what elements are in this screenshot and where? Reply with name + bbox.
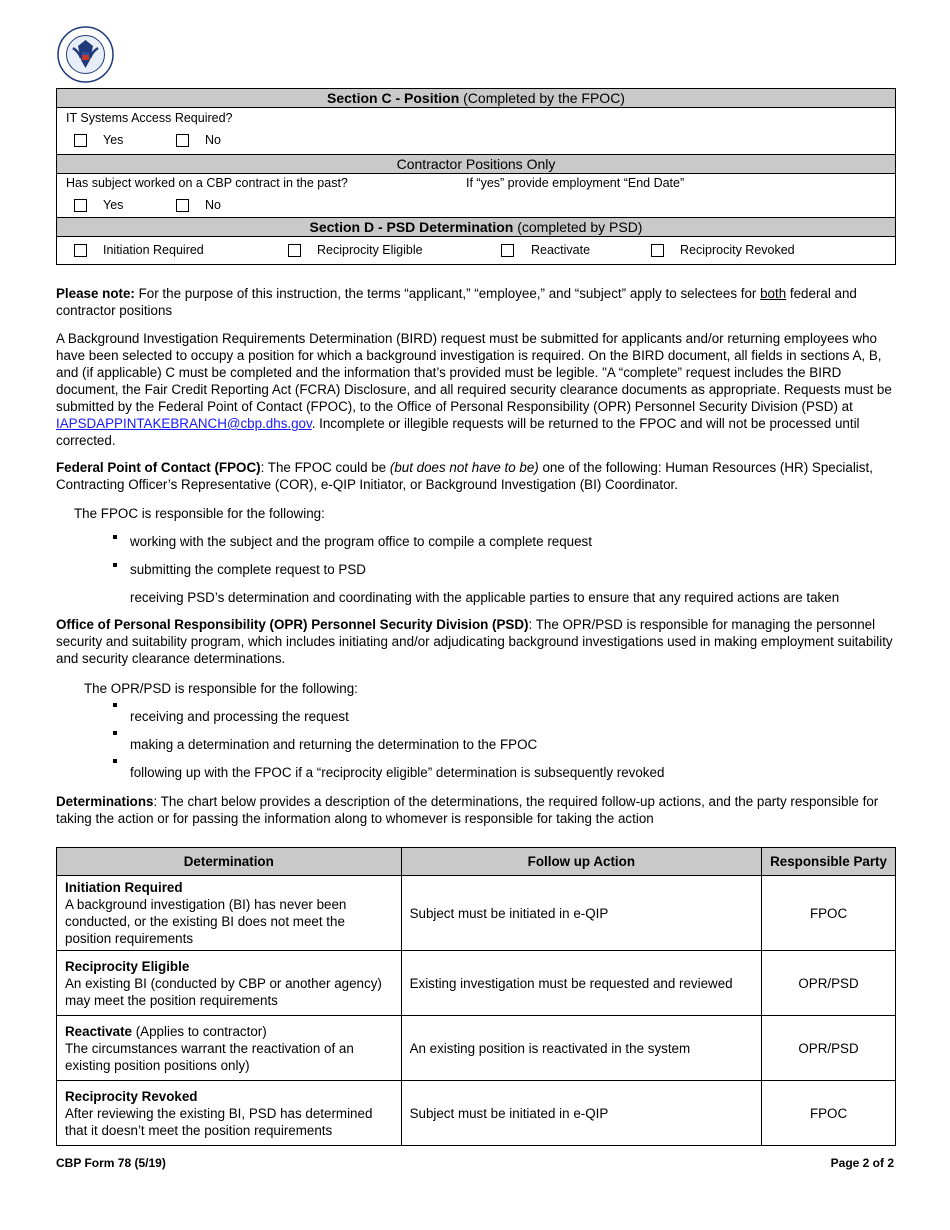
reactivate-label: Reactivate xyxy=(531,243,591,257)
fpoc-item: submitting the complete request to PSD xyxy=(130,562,366,577)
please-note: Please note: For the purpose of this instruction, the terms “applicant,” “employee,” and “subject” apply to selectees for both federal and contractor positions xyxy=(56,286,857,318)
bullet-icon xyxy=(113,731,117,735)
opr-item: making a determination and returning the determination to the FPOC xyxy=(130,737,538,752)
fpoc-resp-intro: The FPOC is responsible for the following: xyxy=(74,506,325,521)
it-access-options xyxy=(57,130,895,155)
opr-resp-intro: The OPR/PSD is responsible for the following: xyxy=(84,681,358,696)
determination-cell: Reciprocity Revoked After reviewing the existing BI, PSD has determined that it doesn’t meet the position requirements xyxy=(57,1081,402,1146)
section-d-header: Section D - PSD Determination (completed by PSD) xyxy=(57,218,895,237)
bullet-icon xyxy=(113,703,117,707)
table-row xyxy=(57,1016,896,1081)
table-row xyxy=(57,876,896,951)
determinations-table xyxy=(56,847,896,1146)
contract-options xyxy=(57,194,895,218)
initiation-required-label: Initiation Required xyxy=(103,243,204,257)
determination-cell: Reciprocity Eligible An existing BI (conducted by CBP or another agency) may meet the position requirements xyxy=(57,951,402,1016)
contract-question: Has subject worked on a CBP contract in the past? xyxy=(66,176,348,190)
action-cell: Subject must be initiated in e-QIP xyxy=(401,876,762,951)
bullet-icon xyxy=(113,563,117,567)
it-question-row xyxy=(57,108,895,130)
col-header-responsible-party: Responsible Party xyxy=(762,848,896,876)
contract-no-checkbox[interactable] xyxy=(176,199,189,212)
action-cell: Existing investigation must be requested and reviewed xyxy=(401,951,762,1016)
fpoc-paragraph: Federal Point of Contact (FPOC): The FPOC could be (but does not have to be) one of the following: Human Resources (HR) Specialist, Contracting Officer’s Representative (COR), e-QIP Initiator, or Background Investigation (BI) Coordinator. xyxy=(56,460,873,492)
party-cell: OPR/PSD xyxy=(762,1016,896,1081)
col-header-follow-up: Follow up Action xyxy=(401,848,762,876)
action-cell: An existing position is reactivated in the system xyxy=(401,1016,762,1081)
determination-options xyxy=(57,237,895,264)
party-cell: FPOC xyxy=(762,1081,896,1146)
determination-cell: Reactivate (Applies to contractor) The circumstances warrant the reactivation of an existing position positions only) xyxy=(57,1016,402,1081)
bullet-icon xyxy=(113,759,117,763)
it-access-no-label: No xyxy=(205,133,221,147)
opr-paragraph: Office of Personal Responsibility (OPR) Personnel Security Division (PSD): The OPR/PSD is responsible for managing the personnel security and suitability program, which includes initiating and/or adjudicating background investigations used in making employment suitability and security clearance determinations. xyxy=(56,617,893,666)
table-header-row xyxy=(57,848,896,876)
determinations-paragraph: Determinations: The chart below provides a description of the determinations, the required follow-up actions, and the party responsible for taking the action or for passing the information along to whomever is responsible for taking the action xyxy=(56,794,879,826)
position-form xyxy=(56,88,896,265)
it-access-yes-checkbox[interactable] xyxy=(74,134,87,147)
end-date-label: If “yes” provide employment “End Date” xyxy=(466,176,685,190)
fpoc-item: working with the subject and the program office to compile a complete request xyxy=(130,534,592,549)
reactivate-checkbox[interactable] xyxy=(501,244,514,257)
reciprocity-revoked-label: Reciprocity Revoked xyxy=(680,243,795,257)
contract-yes-label: Yes xyxy=(103,198,124,212)
bullet-icon xyxy=(113,535,117,539)
it-access-question: IT Systems Access Required? xyxy=(66,111,233,125)
action-cell: Subject must be initiated in e-QIP xyxy=(401,1081,762,1146)
bird-paragraph: A Background Investigation Requirements Determination (BIRD) request must be submitted for applicants and/or returning employees who have been selected to occupy a position for which a background investigation is required. On the BIRD document, all fields in sections A, B, and (if applicable) C must be completed and the information that’s provided must be legible. "A “complete” request includes the BIRD document, the Fair Credit Reporting Act (FCRA) Disclosure, and all required security clearance documents as appropriate. Requests must be submitted by the Federal Point of Contact (FPOC), to the Office of Personal Responsibility (OPR) Personnel Security Division (PSD) at IAPSDAPPINTAKEBRANCH@cbp.dhs.gov. Incomplete or illegible requests will be returned to the FPOC and will not be processed until corrected. xyxy=(56,331,892,448)
table-row xyxy=(57,1081,896,1146)
form-number: CBP Form 78 (5/19) xyxy=(56,1156,166,1170)
opr-item: receiving and processing the request xyxy=(130,709,349,724)
it-access-yes-label: Yes xyxy=(103,133,124,147)
section-c-header: Section C - Position (Completed by the FPOC) xyxy=(57,89,895,108)
fpoc-item: receiving PSD’s determination and coordinating with the applicable parties to ensure that any required actions are taken xyxy=(130,590,840,605)
contract-question-row xyxy=(57,174,895,194)
initiation-required-checkbox[interactable] xyxy=(74,244,87,257)
dhs-seal-icon xyxy=(57,26,114,83)
contractor-positions-header: Contractor Positions Only xyxy=(57,155,895,174)
reciprocity-revoked-checkbox[interactable] xyxy=(651,244,664,257)
col-header-determination: Determination xyxy=(57,848,402,876)
it-access-no-checkbox[interactable] xyxy=(176,134,189,147)
reciprocity-eligible-label: Reciprocity Eligible xyxy=(317,243,423,257)
reciprocity-eligible-checkbox[interactable] xyxy=(288,244,301,257)
psd-email-link[interactable]: IAPSDAPPINTAKEBRANCH@cbp.dhs.gov xyxy=(56,416,312,431)
contract-yes-checkbox[interactable] xyxy=(74,199,87,212)
party-cell: OPR/PSD xyxy=(762,951,896,1016)
opr-item: following up with the FPOC if a “reciprocity eligible” determination is subsequently revoked xyxy=(130,765,665,780)
contract-no-label: No xyxy=(205,198,221,212)
party-cell: FPOC xyxy=(762,876,896,951)
page-number: Page 2 of 2 xyxy=(830,1156,894,1170)
table-row xyxy=(57,951,896,1016)
determination-cell: Initiation Required A background investigation (BI) has never been conducted, or the existing BI does not meet the position requirements xyxy=(57,876,402,951)
